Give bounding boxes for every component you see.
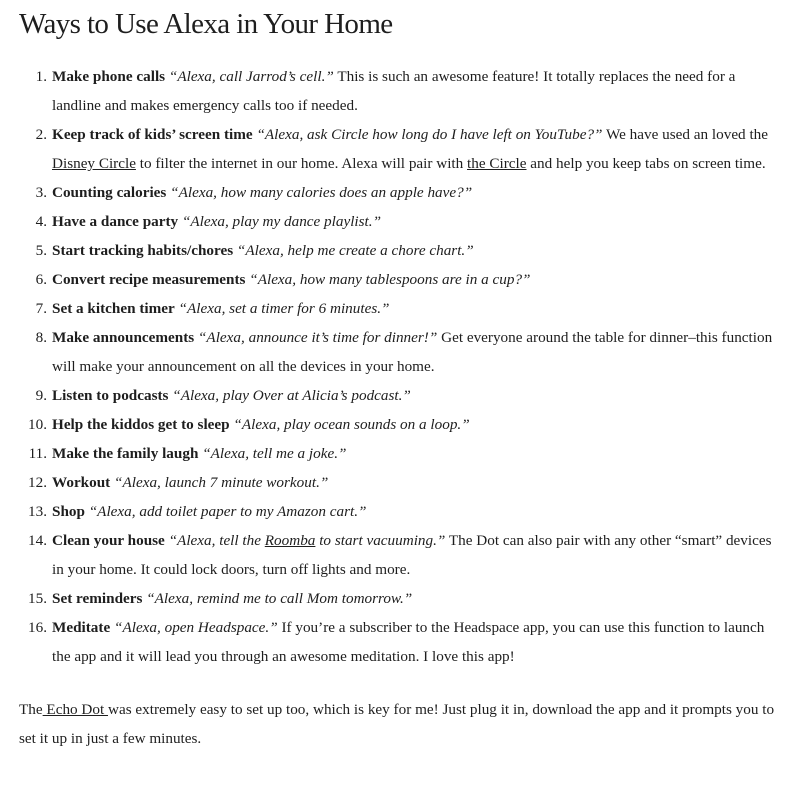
list-number: 12. [28,474,47,491]
item-quote: “Alexa, launch 7 minute workout.” [114,474,329,491]
item-quote: “Alexa, remind me to call Mom tomorrow.” [146,590,413,607]
item-quote: “Alexa, how many tablespoons are in a cup?” [249,271,531,288]
item-heading: Make announcements [52,329,195,346]
list-number: 3. [35,184,47,201]
list-number: 2. [35,126,47,143]
outro-lead: The [19,701,43,718]
item-heading: Listen to podcasts [52,387,169,404]
item-quote: “Alexa, call Jarrod’s cell.” [168,68,334,85]
item-heading: Counting calories [52,184,167,201]
list-number: 9. [35,387,47,404]
list-number: 6. [35,271,47,288]
disney-circle-link[interactable]: Disney Circle [52,155,136,172]
item-description: The Dot can also pair with any other “smart” devices in your home. It could lock doors, turn off lights and more. [52,532,772,578]
list-item [28,613,776,671]
list-item [35,381,776,410]
list-number: 14. [28,532,47,549]
list-item [28,584,776,613]
list-item [28,497,776,526]
item-description: This is such an awesome feature! It totally replaces the need for a landline and makes emergency calls too if needed. [52,68,736,114]
list-item [35,236,776,265]
item-heading: Start tracking habits/chores [52,242,234,259]
list-item [28,468,776,497]
item-quote: “Alexa, announce it’s time for dinner!” [197,329,438,346]
item-quote: “Alexa, tell me a joke.” [202,445,347,462]
item-quote: “Alexa, set a timer for 6 minutes.” [178,300,390,317]
echo-dot-link[interactable]: Echo Dot [42,701,109,718]
list-number: 4. [35,213,47,230]
item-heading: Workout [52,474,111,491]
item-heading: Convert recipe measurements [52,271,246,288]
item-heading: Make the family laugh [52,445,199,462]
item-heading: Help the kiddos get to sleep [52,416,230,433]
item-description: We have used an loved the [602,126,769,143]
item-heading: Shop [52,503,85,520]
list-number: 16. [28,619,47,636]
list-item [35,178,776,207]
outro-paragraph [19,695,776,753]
item-quote: “Alexa, how many calories does an apple have?” [170,184,473,201]
list-number: 1. [35,68,47,85]
item-heading: Clean your house [52,532,165,549]
list-item [35,323,776,381]
item-quote: “Alexa, add toilet paper to my Amazon cart.” [88,503,367,520]
list-number: 15. [28,590,47,607]
list-number: 10. [28,416,47,433]
outro-text: was extremely easy to set up too, which is key for me! Just plug it in, download the app and it prompts you to set it up in just a few minutes. [19,701,775,747]
item-heading: Set a kitchen timer [52,300,175,317]
item-heading: Have a dance party [52,213,179,230]
item-quote: “Alexa, help me create a chore chart.” [236,242,474,259]
item-quote: “Alexa, play ocean sounds on a loop.” [233,416,470,433]
list-number: 5. [35,242,47,259]
item-quote [169,532,446,549]
item-quote: “Alexa, open Headspace.” [114,619,278,636]
list-item [28,439,776,468]
item-quote: “Alexa, play my dance playlist.” [181,213,382,230]
item-quote: “Alexa, play Over at Alicia’s podcast.” [172,387,411,404]
list-item [35,120,776,178]
list-number: 8. [35,329,47,346]
list-number: 11. [28,445,47,462]
item-description: If you’re a subscriber to the Headspace app, you can use this function to launch the app and it will lead you through an awesome meditation. I love this app! [52,619,765,665]
item-heading: Make phone calls [52,68,166,85]
item-heading: Keep track of kids’ screen time [52,126,253,143]
item-heading: Set reminders [52,590,143,607]
list-item [28,526,776,584]
item-description: to filter the internet in our home. Alexa will pair with [135,155,468,172]
list-item [35,207,776,236]
item-quote-end: to start vacuuming.” [315,532,446,549]
list-item [35,62,776,120]
list-item [35,265,776,294]
page-title: Ways to Use Alexa in Your Home [19,8,393,40]
list-item [28,410,776,439]
alexa-uses-list [19,62,776,671]
item-heading: Meditate [52,619,111,636]
item-description: and help you keep tabs on screen time. [526,155,766,172]
list-item [35,294,776,323]
the-circle-link[interactable]: the Circle [467,155,527,172]
roomba-link[interactable]: Roomba [264,532,316,549]
item-quote-start: “Alexa, tell the [168,532,265,549]
list-number: 7. [35,300,47,317]
item-quote: “Alexa, ask Circle how long do I have left on YouTube?” [256,126,603,143]
list-number: 13. [28,503,47,520]
item-description: Get everyone around the table for dinner–this function will make your announcement on all the devices in your home. [52,329,773,375]
